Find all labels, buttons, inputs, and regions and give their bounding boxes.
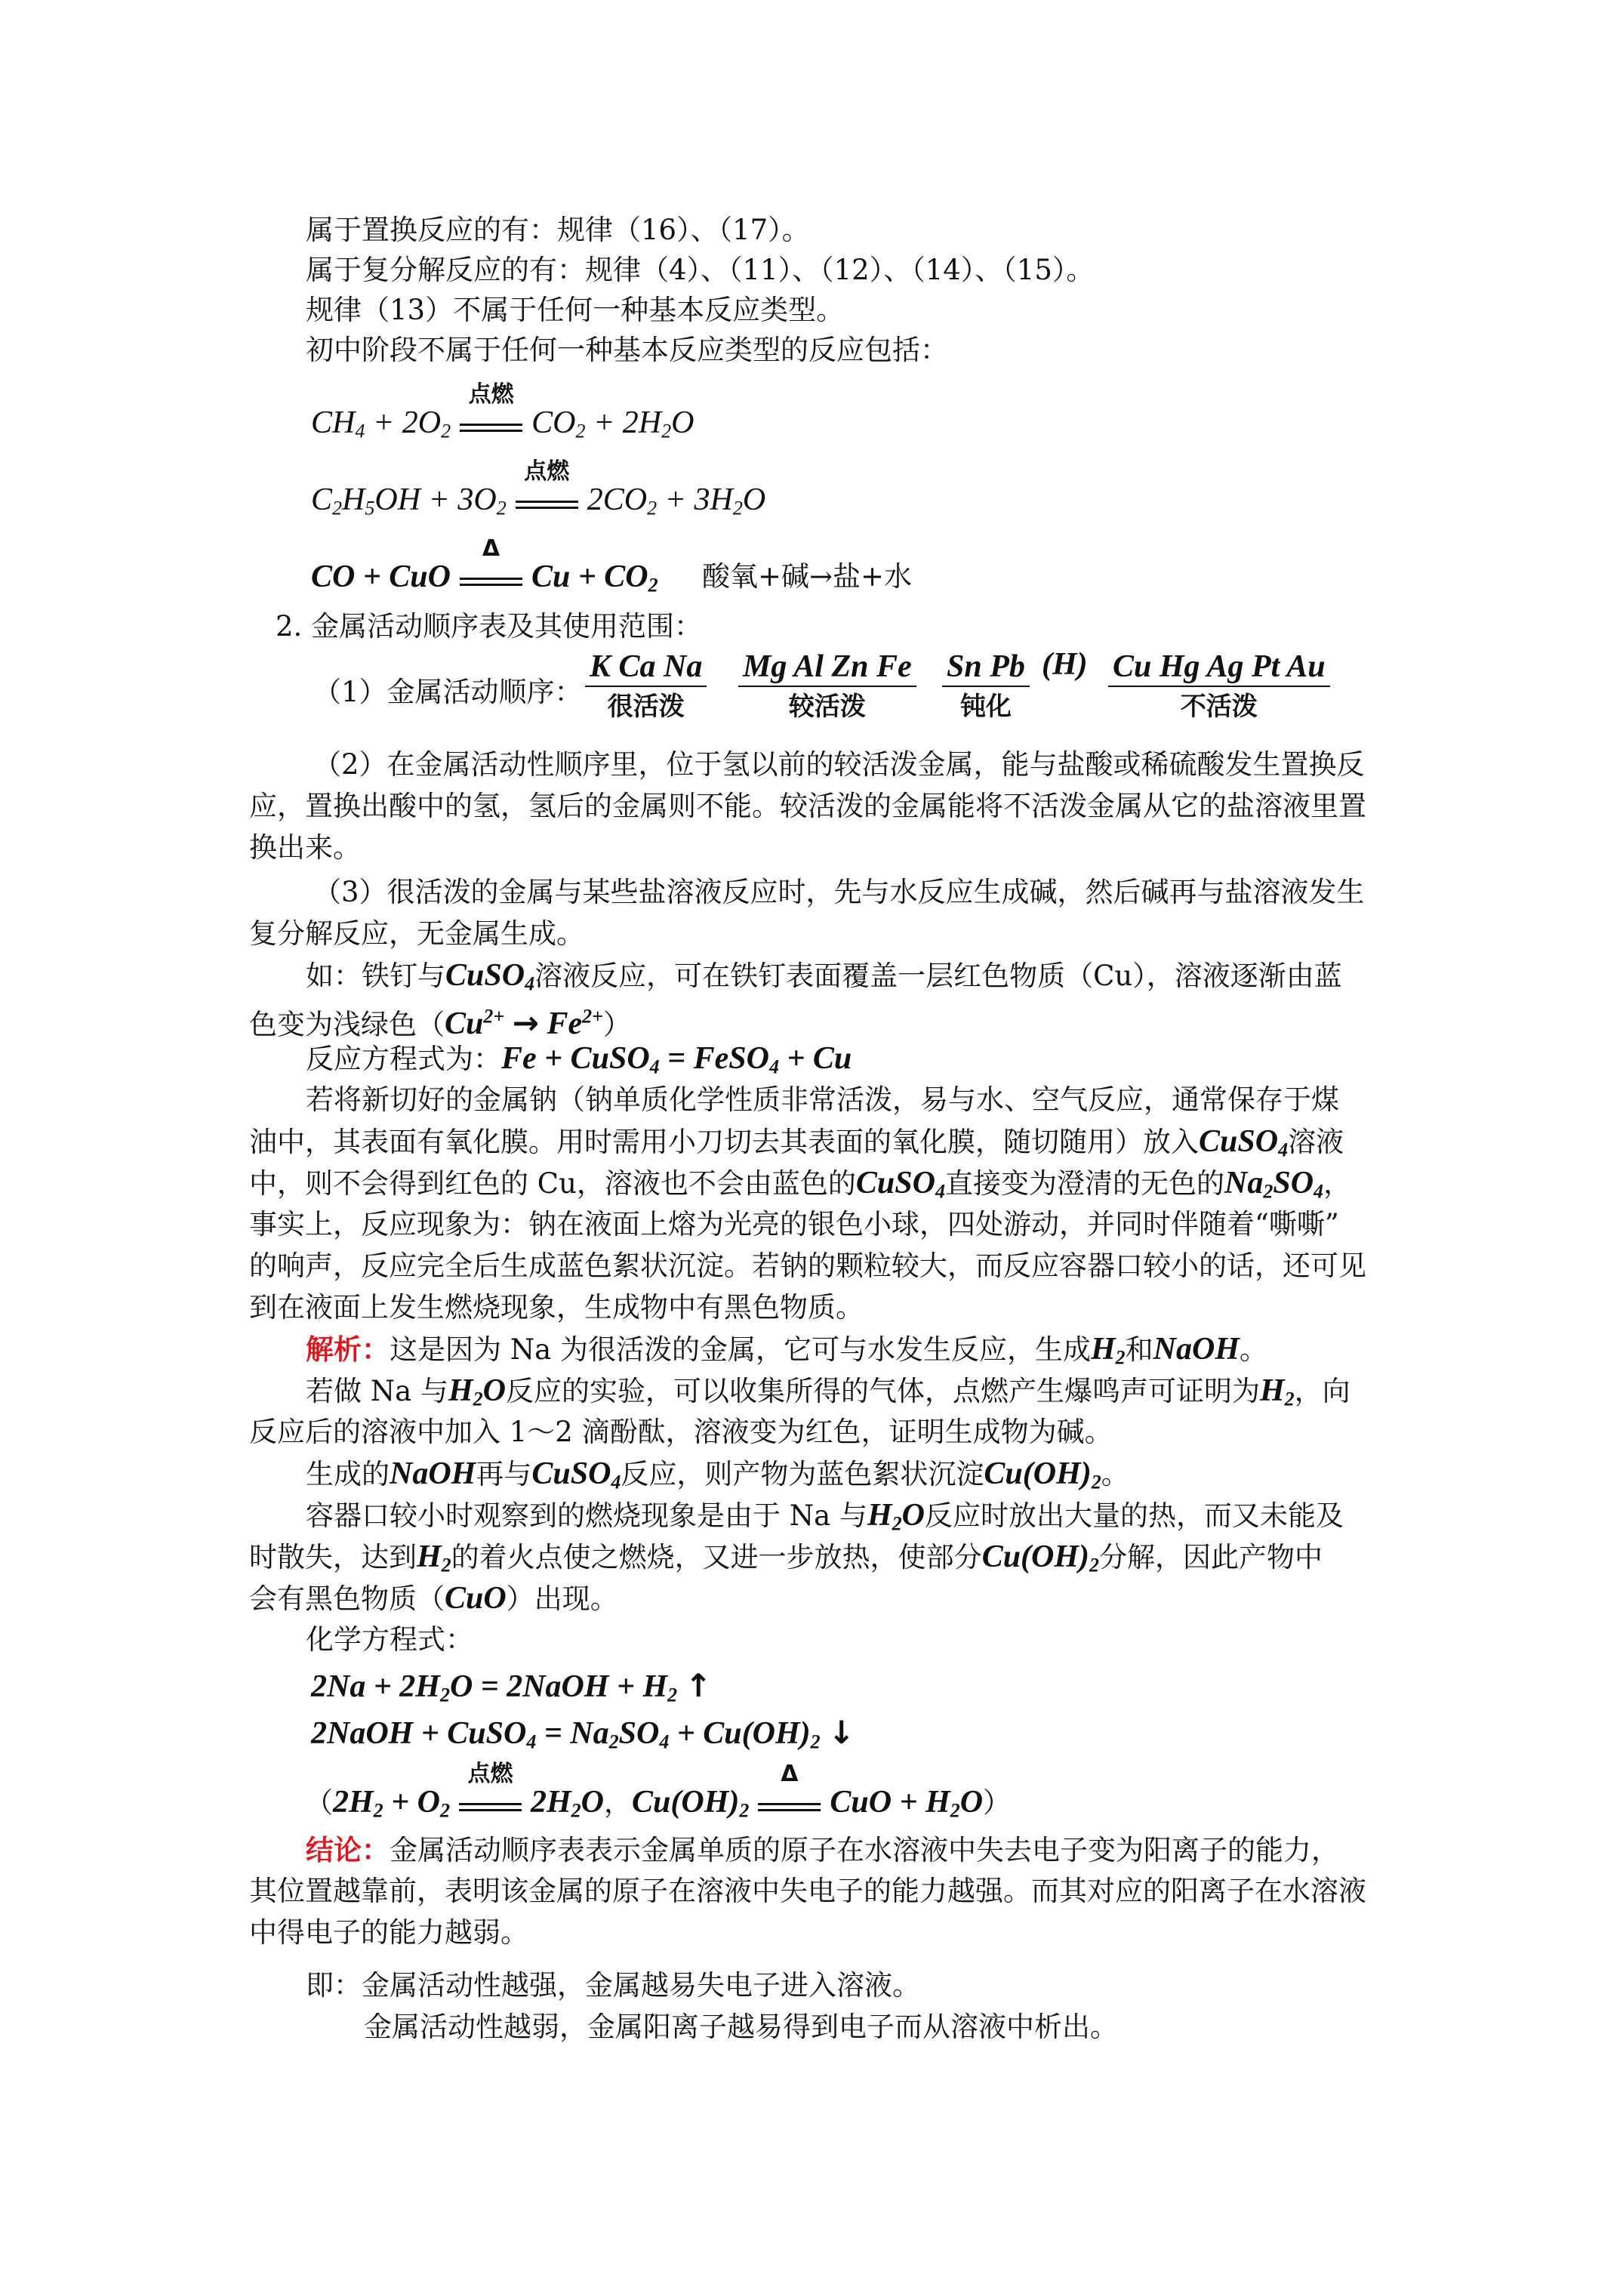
equals-condition xyxy=(454,1761,526,1823)
text-line: 若做 Na 与$H_2O$反应的实验，可以收集所得的气体，点燃产生爆鸣声可证明为$H_2$，向 xyxy=(306,1373,1350,1410)
equals-condition xyxy=(753,1761,825,1823)
text-line: 时散失，达到$H_2$的着火点使之燃烧，又进一步放热，使部分$Cu(OH)_2$分解，因此产物中 xyxy=(249,1539,1323,1576)
equation-ethanol-combustion: $C_2H_5OH + 3O_2$ 点燃 $2CO_2 + 3H_2O$ xyxy=(311,481,765,528)
condition-label: 点燃 xyxy=(467,1761,513,1788)
text-line: 生成的NaOH再与CuSO$_4$反应，则产物为蓝色絮状沉淀$Cu(OH)_2$。 xyxy=(306,1456,1129,1493)
text-line: 色变为浅绿色$(Cu^{2+} \to Fe^{2+})$ xyxy=(249,1004,631,1042)
equals-condition xyxy=(511,458,583,521)
text-line: 如：铁钉与CuSO$_4$溶液反应，可在铁钉表面覆盖一层红色物质（Cu），溶液逐渐由蓝 xyxy=(306,958,1342,995)
text-line: 金属活动性越弱，金属阳离子越易得到电子而从溶液中析出。 xyxy=(364,2011,1118,2043)
text-line: 规律（13）不属于任何一种基本反应类型。 xyxy=(306,294,845,326)
activity-group-passivated: Sn Pb 钝化 xyxy=(942,648,1030,726)
section-heading: 2. 金属活动顺序表及其使用范围： xyxy=(276,610,703,643)
condition-label: 点燃 xyxy=(524,458,570,485)
rule-note: 酸氧+碱→盐+水 xyxy=(702,560,913,593)
equation-methane-combustion: $CH_4 + 2O_2$ 点燃 $CO_2 + 2H_2O$ xyxy=(311,404,694,451)
text-line: （3）很活泼的金属与某些盐溶液反应时，先与水反应生成碱，然后碱再与盐溶液发生 xyxy=(313,876,1365,908)
equation-co-reduction: CO + CuO Δ $Cu + CO_2$ xyxy=(311,558,658,605)
text-line: 若将新切好的金属钠（钠单质化学性质非常活泼，易与水、空气反应，通常保存于煤 xyxy=(306,1083,1339,1116)
activity-hydrogen: (H) xyxy=(1042,647,1088,682)
equals-condition xyxy=(455,535,527,598)
text-line: 换出来。 xyxy=(249,831,361,864)
text-line: 解析：这是因为 Na 为很活泼的金属，它可与水发生反应，生成$H_2$和NaOH。 xyxy=(306,1332,1267,1369)
condition-label: 点燃 xyxy=(468,381,514,408)
text-line: 应，置换出酸中的氢，氢后的金属则不能。较活泼的金属能将不活泼金属从它的盐溶液里置 xyxy=(249,790,1366,822)
text-line: 初中阶段不属于任何一种基本反应类型的反应包括： xyxy=(306,334,948,366)
equals-condition xyxy=(455,381,527,444)
equation-hydrogen-and-decomposition: （$2H_2 + O_2$ 点燃 $2H_2O$，$Cu(OH)_2$ Δ CuO + $H_2O$） xyxy=(305,1783,1011,1830)
text-line: 反应方程式为：Fe + CuSO$_4$ = FeSO$_4$ + Cu xyxy=(306,1041,852,1078)
analysis-label: 解析： xyxy=(306,1333,390,1366)
text-line: 到在液面上发生燃烧现象，生成物中有黑色物质。 xyxy=(249,1291,864,1324)
text-line: （1）金属活动顺序： xyxy=(313,676,583,708)
text-line: 油中，其表面有氧化膜。用时需用小刀切去其表面的氧化膜，随切随用）放入CuSO$_4$溶液 xyxy=(249,1124,1344,1161)
text-line: 的响声，反应完全后生成蓝色絮状沉淀。若钠的颗粒较大，而反应容器口较小的话，还可见 xyxy=(249,1250,1366,1282)
activity-group-inactive: Cu Hg Ag Pt Au 不活泼 xyxy=(1108,648,1330,726)
text-line: 即：金属活动性越强，金属越易失电子进入溶液。 xyxy=(306,1969,920,2002)
text-line: 属于复分解反应的有：规律（4）、（11）、（12）、（14）、（15）。 xyxy=(306,254,1095,286)
activity-group-very-active: K Ca Na 很活泼 xyxy=(585,648,707,726)
text-line: 复分解反应，无金属生成。 xyxy=(249,917,584,950)
conclusion-label: 结论： xyxy=(306,1833,390,1866)
equation-sodium-water: $2Na + 2H_2O$ = 2NaOH + $H_2$ ↑ xyxy=(311,1667,712,1706)
equation-naoh-cuso4: 2NaOH + CuSO$_4$ = $Na_2SO_4 + Cu(OH)_2$ ↓ xyxy=(311,1714,855,1753)
text-line: 其位置越靠前，表明该金属的原子在溶液中失电子的能力越强。而其对应的阳离子在水溶液 xyxy=(249,1875,1366,1907)
text-line: 属于置换反应的有：规律（16）、（17）。 xyxy=(306,214,810,246)
text-line: 中，则不会得到红色的 Cu，溶液也不会由蓝色的CuSO$_4$直接变为澄清的无色的$Na_2SO_4$， xyxy=(249,1166,1352,1203)
text-line: 化学方程式： xyxy=(306,1623,473,1656)
activity-group-active: Mg Al Zn Fe 较活泼 xyxy=(738,648,916,726)
text-line: 结论：金属活动顺序表表示金属单质的原子在水溶液中失去电子变为阳离子的能力， xyxy=(306,1833,1339,1866)
text-line: 容器口较小时观察到的燃烧现象是由于 Na 与$H_2O$反应时放出大量的热，而又未能及 xyxy=(306,1498,1344,1535)
text-line: （2）在金属活动性顺序里，位于氢以前的较活泼金属，能与盐酸或稀硫酸发生置换反 xyxy=(313,748,1365,781)
text-line: 事实上，反应现象为：钠在液面上熔为光亮的银色小球，四处游动，并同时伴随着“嘶嘶” xyxy=(249,1208,1339,1240)
text-line: 中得电子的能力越弱。 xyxy=(249,1916,528,1949)
text-line: 会有黑色物质（CuO）出现。 xyxy=(249,1581,618,1616)
condition-label: Δ xyxy=(781,1761,799,1788)
text-line: 反应后的溶液中加入 1～2 滴酚酞，溶液变为红色，证明生成物为碱。 xyxy=(249,1416,1113,1448)
condition-label: Δ xyxy=(482,535,500,562)
